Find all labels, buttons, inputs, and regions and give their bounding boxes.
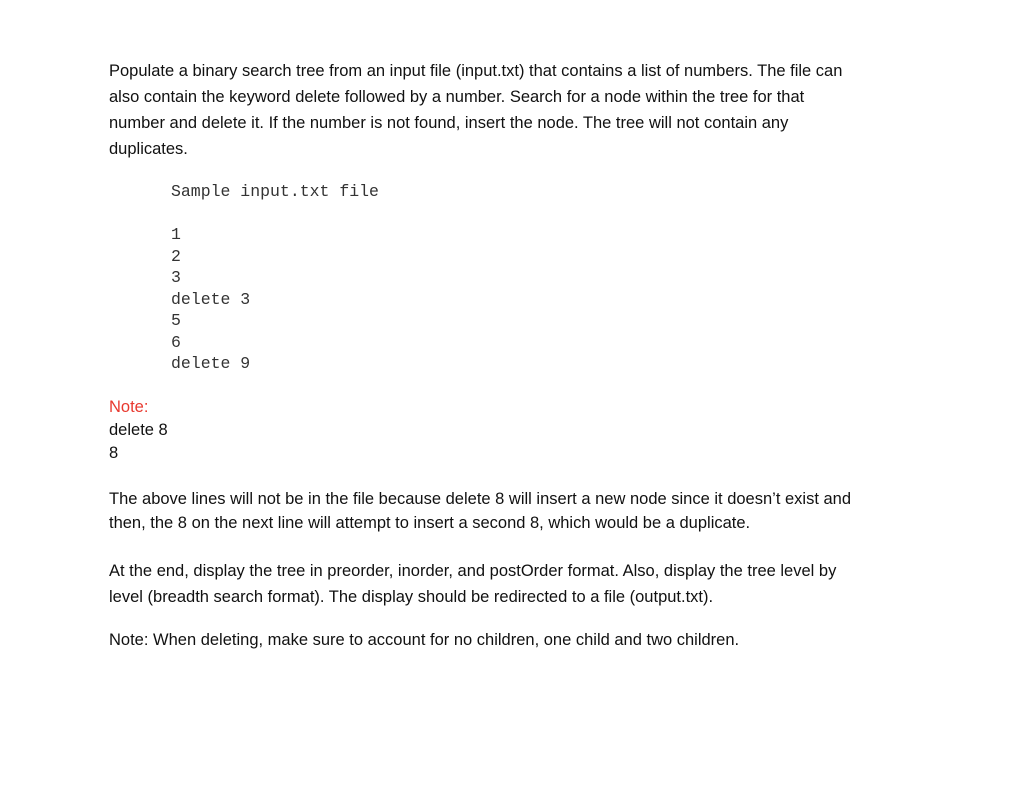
sample-file-contents (171, 224, 250, 375)
sample-line: 6 (171, 332, 181, 352)
deletion-note-paragraph (109, 627, 909, 653)
duplicate-explanation-paragraph (109, 488, 919, 535)
paragraph-line: then, the 8 on the next line will attempt to insert a second 8, which would be a duplicate. (109, 513, 751, 532)
sample-line: 1 (171, 225, 181, 244)
note-line: delete 8 (109, 421, 168, 439)
intro-line: duplicates. (109, 140, 188, 158)
note-block (109, 396, 168, 465)
paragraph-line: level (breadth search format). The display should be redirected to a file (output.txt). (109, 588, 714, 606)
sample-line: delete 3 (171, 289, 251, 309)
paragraph-line: Note: When deleting, make sure to account for no children, one child and two children. (109, 631, 740, 649)
sample-line: 3 (171, 268, 181, 287)
intro-line: also contain the keyword delete followed by a number. Search for a node within the tree for that (109, 88, 805, 106)
sample-line: 5 (171, 311, 181, 330)
sample-line: 2 (171, 246, 181, 266)
sample-file-title: Sample input.txt file (171, 182, 379, 201)
paragraph-line: The above lines will not be in the file because delete 8 will insert a new node since it doesn’t exist and (109, 490, 852, 508)
paragraph-line: At the end, display the tree in preorder, inorder, and postOrder format. Also, display the tree level by (109, 562, 837, 580)
display-instructions-paragraph (109, 558, 919, 610)
intro-paragraph (109, 58, 909, 162)
sample-line: delete 9 (171, 354, 251, 373)
intro-line: Populate a binary search tree from an input file (input.txt) that contains a list of numbers. The file can (109, 62, 843, 80)
note-line: 8 (109, 444, 119, 462)
intro-line: number and delete it. If the number is not found, insert the node. The tree will not contain any (109, 114, 789, 132)
note-label: Note: (109, 398, 149, 416)
